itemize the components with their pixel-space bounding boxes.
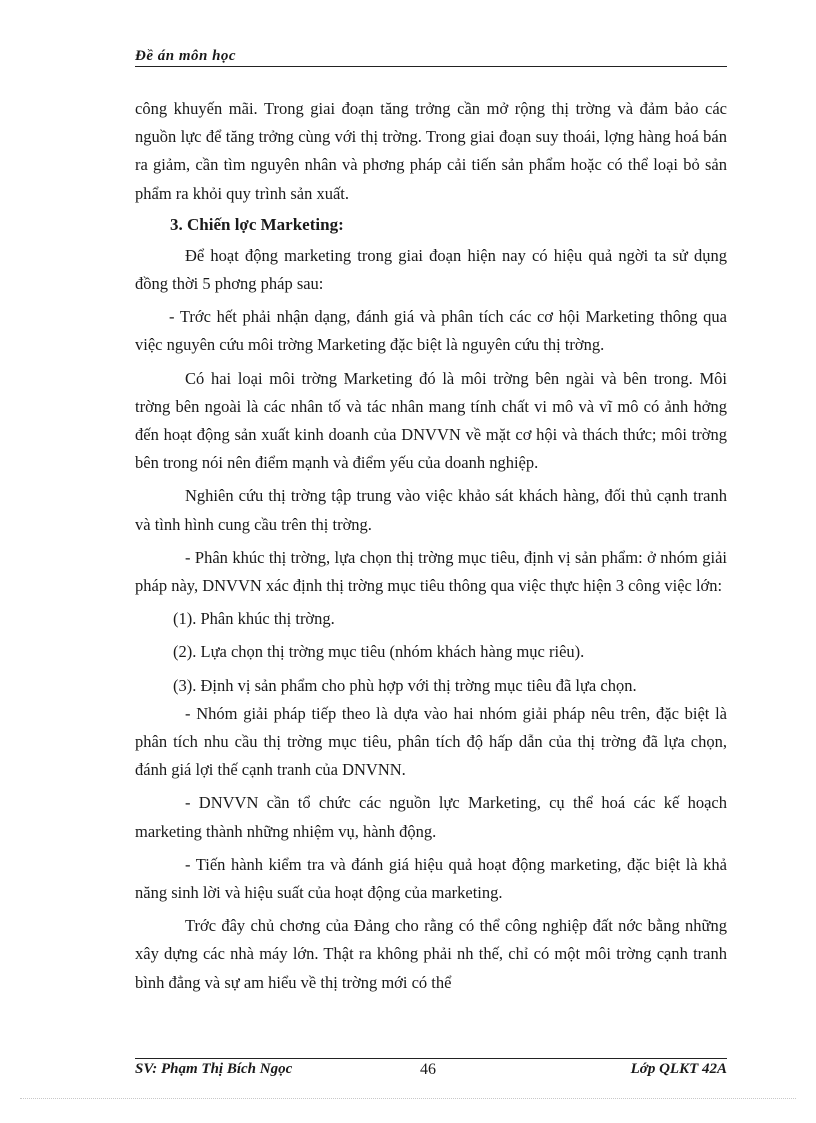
page-footer bbox=[135, 1058, 727, 1079]
page-bottom-divider bbox=[20, 1098, 796, 1099]
list-item-2: (2). Lựa chọn thị trờng mục tiêu (nhóm khách hàng mục riêu). bbox=[173, 642, 585, 662]
page-header bbox=[135, 48, 727, 67]
paragraph-5: Nghiên cứu thị trờng tập trung vào việc khảo sát khách hàng, đối thủ cạnh tranh và tình hình cung cầu trên thị trờng. bbox=[135, 486, 727, 534]
paragraph-8: - DNVVN cần tổ chức các nguồn lực Marketing, cụ thể hoá các kế hoạch marketing thành những nhiệm vụ, hành động. bbox=[135, 793, 727, 841]
paragraph-3: - Trớc hết phải nhận dạng, đánh giá và phân tích các cơ hội Marketing thông qua việc nguyên cứu môi trờng Marketing đặc biệt là nguyên cứu thị trờng. bbox=[135, 307, 727, 355]
paragraph-4: Có hai loại môi trờng Marketing đó là môi trờng bên ngài và bên trong. Môi trờng bên ngoài là các nhân tố và tác nhân mang tính chất vi mô và vĩ mô có ảnh hởng đến hoạt động sản xuất kinh doanh của DNVVN về mặt cơ hội và thách thức; môi trờng bên trong nói nên điểm mạnh và điểm yếu của doanh nghiệp. bbox=[135, 368, 727, 473]
list-item-3: (3). Định vị sản phẩm cho phù hợp với thị trờng mục tiêu đã lựa chọn. bbox=[173, 675, 637, 695]
paragraph-1: công khuyến mãi. Trong giai đoạn tăng trởng cần mở rộng thị trờng và đảm bảo các nguồn lực để tăng trởng cùng với thị trờng. Trong giai đoạn suy thoái, lợng hàng hoá bán ra giảm, cần tìm nguyên nhân và phơng pháp cải tiến sản phẩm hoặc có thể loại bỏ sản phẩm ra khỏi quy trình sản xuất. bbox=[135, 99, 727, 203]
paragraph-2: Để hoạt động marketing trong giai đoạn hiện nay có hiệu quả ngời ta sử dụng đồng thời 5 phơng pháp sau: bbox=[135, 245, 727, 294]
header-title: Đề án môn học bbox=[135, 48, 237, 64]
heading-number: 3 bbox=[170, 214, 179, 234]
paragraph-10: Trớc đây chủ chơng của Đảng cho rằng có thể công nghiệp đất nớc bằng những xây dựng các nhà máy lớn. Thật ra không phải nh thế, chỉ có một môi trờng cạnh tranh bình đẳng và sự am hiểu về thị trờng mới có thể bbox=[135, 916, 727, 992]
heading-text: . Chiến lợc Marketing bbox=[178, 214, 339, 234]
section-heading bbox=[135, 211, 727, 239]
body-text bbox=[135, 95, 727, 997]
footer-page-number: 46 bbox=[420, 1061, 436, 1078]
footer-author: SV: Phạm Thị Bích Ngọc bbox=[135, 1061, 293, 1077]
heading-colon: : bbox=[338, 214, 344, 234]
footer-class: Lớp QLKT 42A bbox=[630, 1061, 727, 1077]
paragraph-9: - Tiến hành kiểm tra và đánh giá hiệu quả hoạt động marketing, đặc biệt là khả năng sinh lời và hiệu suất của hoạt động của marketing. bbox=[135, 854, 727, 903]
list-item-1: (1). Phân khúc thị trờng. bbox=[173, 609, 335, 629]
paragraph-6: - Phân khúc thị trờng, lựa chọn thị trờng mục tiêu, định vị sản phẩm: ở nhóm giải pháp này, DNVVN xác định thị trờng mục tiêu thông qua việc thực hiện 3 công việc lớn: bbox=[135, 547, 727, 596]
paragraph-7: - Nhóm giải pháp tiếp theo là dựa vào hai nhóm giải pháp nêu trên, đặc biệt là phân tích nhu cầu thị trờng mục tiêu, phân tích độ hấp dẫn của thị trờng đã lựa chọn, đánh giá lợi thế cạnh tranh của DNVNN. bbox=[135, 703, 727, 780]
